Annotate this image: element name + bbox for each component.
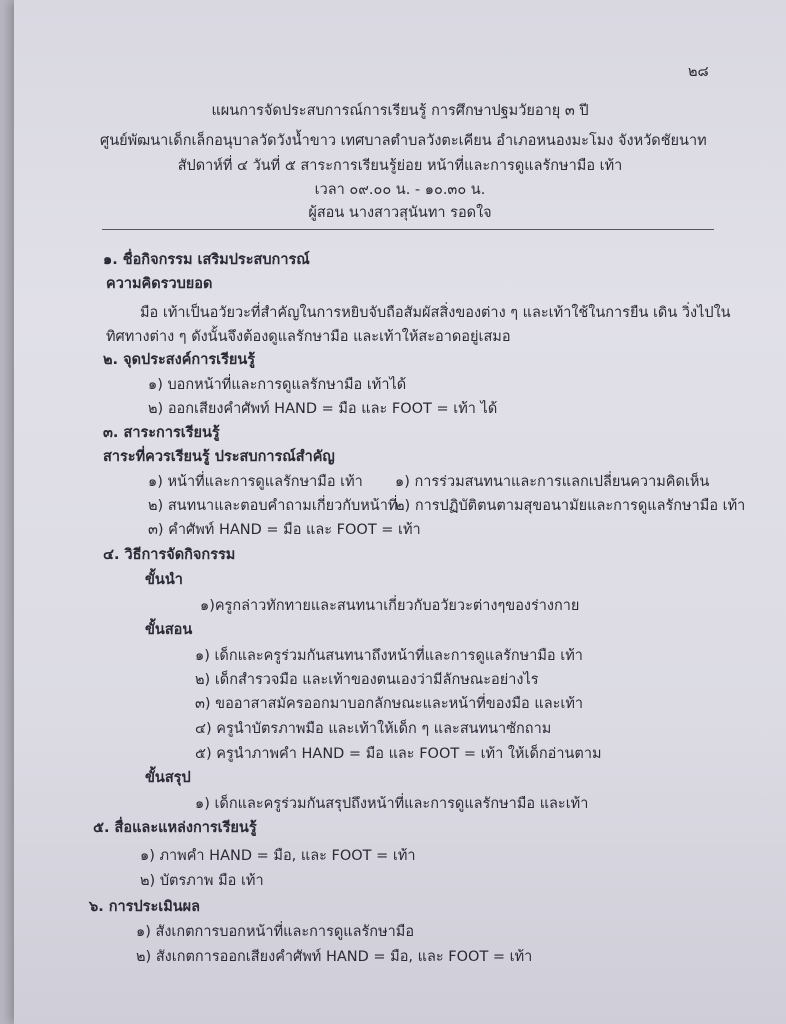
header-school: ศูนย์พัฒนาเด็กเล็กอนุบาลวัดวังน้ำขาว เทศบาลตำบลวังตะเคียน อำเภอหนองมะโมง จังหวัดชัยนาท (100, 133, 707, 149)
section4-summary-title: ขั้นสรุป (145, 770, 191, 786)
section3-content-item: ๓) คำศัพท์ HAND = มือ และ FOOT = เท้า (148, 522, 421, 538)
section3-experience-item: ๒) การปฏิบัติตนตามสุขอนามัยและการดูแลรักษามือ เท้า (395, 498, 746, 514)
header-title: แผนการจัดประสบการณ์การเรียนรู้ การศึกษาปฐมวัยอายุ ๓ ปี (211, 103, 589, 119)
section6-item: ๑) สังเกตการบอกหน้าที่และการดูแลรักษามือ (136, 924, 415, 940)
section3-subtitle: สาระที่ควรเรียนรู้ ประสบการณ์สำคัญ (103, 449, 335, 465)
section3-title: ๓. สาระการเรียนรู้ (103, 425, 220, 441)
section3-experience-item: ๑) การร่วมสนทนาและการแลกเปลี่ยนความคิดเห็น (395, 474, 710, 490)
section6-item: ๒) สังเกตการออกเสียงคำศัพท์ HAND = มือ, และ FOOT = เท้า (136, 949, 533, 965)
section4-teach-item: ๑) เด็กและครูร่วมกันสนทนาถึงหน้าที่และการดูแลรักษามือ เท้า (195, 648, 583, 664)
section1-title: ๑. ชื่อกิจกรรม เสริมประสบการณ์ (103, 252, 310, 268)
section4-summary-item: ๑) เด็กและครูร่วมกันสรุปถึงหน้าที่และการดูแลรักษามือ และเท้า (195, 796, 589, 812)
section2-title: ๒. จุดประสงค์การเรียนรู้ (103, 352, 256, 368)
section2-item: ๑) บอกหน้าที่และการดูแลรักษามือ เท้าได้ (148, 377, 407, 393)
header-teacher: ผู้สอน นางสาวสุนันทา รอดใจ (308, 205, 492, 221)
section1-subtitle: ความคิดรวบยอด (106, 276, 213, 292)
header-divider (102, 229, 714, 230)
section4-teach-title: ขั้นสอน (145, 622, 193, 638)
section4-teach-item: ๔) ครูนำบัตรภาพมือ และเท้าให้เด็ก ๆ และสนทนาซักถาม (195, 721, 552, 737)
section2-item: ๒) ออกเสียงคำศัพท์ HAND = มือ และ FOOT = เท้า ได้ (148, 401, 498, 417)
page-number: ๒๘ (688, 64, 709, 80)
section3-content-item: ๑) หน้าที่และการดูแลรักษามือ เท้า (148, 474, 363, 490)
section4-teach-item: ๓) ขออาสาสมัครออกมาบอกลักษณะและหน้าที่ของมือ และเท้า (195, 696, 584, 712)
header-week: สัปดาห์ที่ ๔ วันที่ ๕ สาระการเรียนรู้ย่อย หน้าที่และการดูแลรักษามือ เท้า (177, 158, 623, 174)
header-time: เวลา ๐๙.๐๐ น. - ๑๐.๓๐ น. (314, 182, 486, 198)
section4-teach-item: ๒) เด็กสำรวจมือ และเท้าของตนเองว่ามีลักษณะอย่างไร (195, 672, 539, 688)
section3-content-item: ๒) สนทนาและตอบคำถามเกี่ยวกับหน้าที่ (148, 498, 398, 514)
section4-title: ๔. วิธีการจัดกิจกรรม (103, 547, 236, 563)
section4-intro-title: ขั้นนำ (145, 572, 183, 588)
section5-item: ๒) บัตรภาพ มือ เท้า (140, 873, 264, 889)
section6-title: ๖. การประเมินผล (89, 899, 201, 915)
section4-intro-item: ๑)ครูกล่าวทักทายและสนทนาเกี่ยวกับอวัยวะต่างๆของร่างกาย (200, 598, 580, 614)
section5-title: ๕. สื่อและแหล่งการเรียนรู้ (93, 820, 257, 836)
section1-para-line2: ทิศทางต่าง ๆ ดังนั้นจึงต้องดูแลรักษามือ และเท้าให้สะอาดอยู่เสมอ (106, 329, 511, 345)
section4-teach-item: ๕) ครูนำภาพคำ HAND = มือ และ FOOT = เท้า ให้เด็กอ่านตาม (195, 746, 602, 762)
section5-item: ๑) ภาพคำ HAND = มือ, และ FOOT = เท้า (140, 848, 416, 864)
section1-para-line1: มือ เท้าเป็นอวัยวะที่สำคัญในการหยิบจับถือสัมผัสสิ่งของต่าง ๆ และเท้าใช้ในการยืน เดิน วิ่งไปใน (140, 305, 731, 321)
